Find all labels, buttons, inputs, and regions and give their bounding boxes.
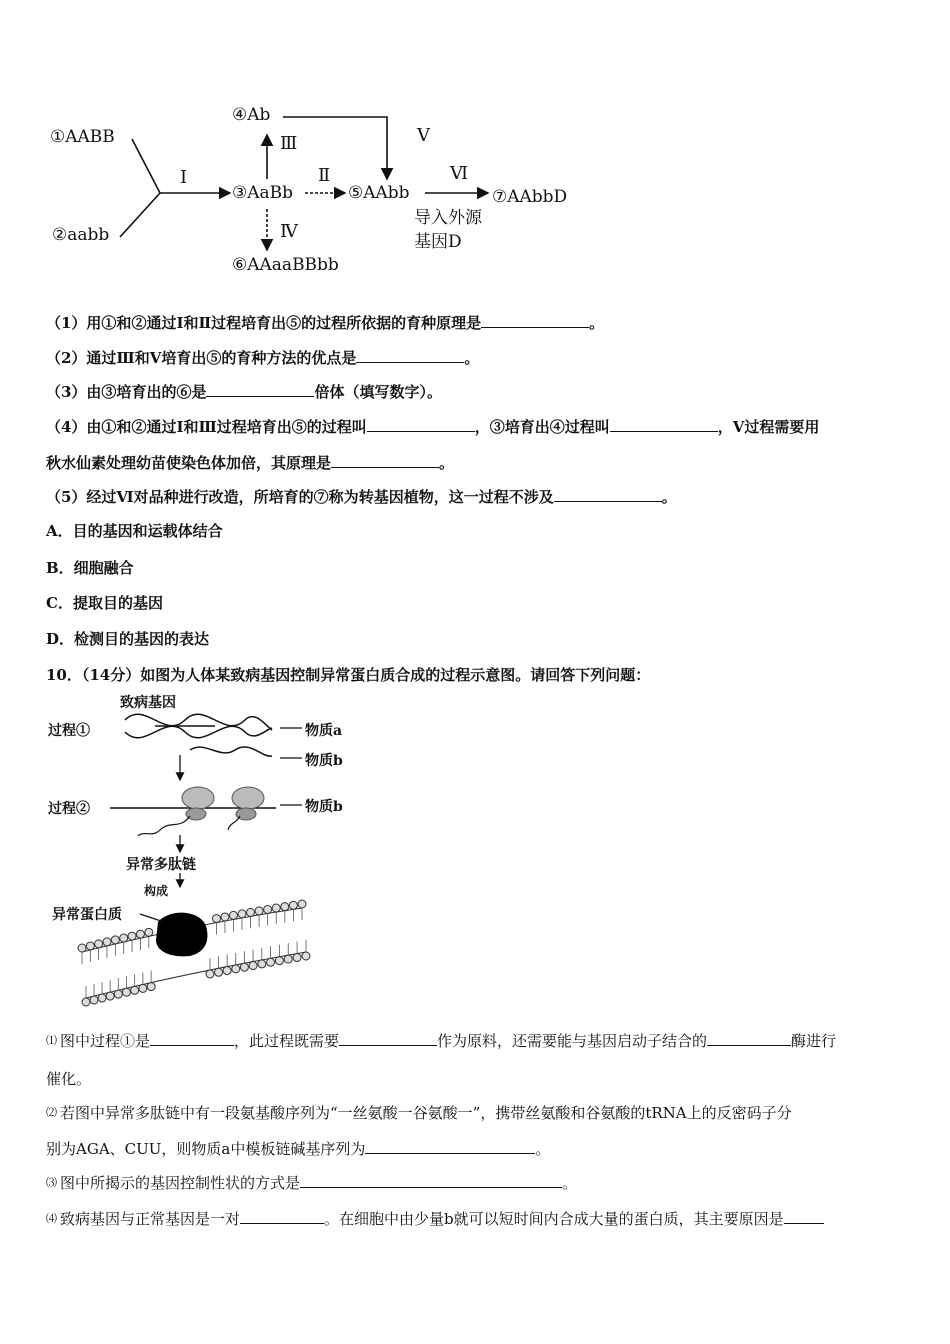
line-from-1 xyxy=(132,139,160,193)
gene-expression-diagram xyxy=(40,690,370,1010)
lipid-head xyxy=(106,992,114,1000)
lipid-head xyxy=(206,970,214,978)
q9-part3-end: 倍体（填写数字）。 xyxy=(314,383,442,401)
q10-sub4-text-a: 致病基因与正常基因是一对 xyxy=(60,1210,241,1228)
node-7: ⑦AAbbD xyxy=(492,187,568,207)
peptide-1 xyxy=(138,816,190,836)
q10-blank-7[interactable] xyxy=(784,1208,824,1224)
lipid-head xyxy=(212,915,220,923)
q9-blank-3[interactable] xyxy=(206,381,314,397)
note-line-2: 基因D xyxy=(414,232,462,252)
lipid-head xyxy=(232,965,240,973)
lipid-head xyxy=(95,940,103,948)
lipid-head xyxy=(90,996,98,1004)
ribosome-1-top xyxy=(182,787,214,809)
q10-sub3-text-b: 。 xyxy=(562,1174,578,1192)
lipid-head xyxy=(302,952,310,960)
q10-blank-6[interactable] xyxy=(240,1208,324,1224)
lipid-head xyxy=(98,994,106,1002)
chain-label: 异常多肽链 xyxy=(126,857,196,873)
step-IV: Ⅳ xyxy=(280,221,298,242)
q10-sub4-num: ⑷ xyxy=(46,1212,57,1225)
q10-sub1-cont: 催化。 xyxy=(46,1070,92,1088)
lipid-head xyxy=(229,911,237,919)
step-VI: Ⅵ xyxy=(450,163,469,184)
lipid-head xyxy=(122,988,130,996)
lipid-head xyxy=(275,957,283,965)
lipid-head xyxy=(128,932,136,940)
node-5: ⑤AAbb xyxy=(348,183,410,203)
lipid-head xyxy=(238,910,246,918)
q10-blank-2[interactable] xyxy=(339,1030,437,1046)
lipid-head xyxy=(289,901,297,909)
q10-sub4-text-b: 。在细胞中由少量b就可以短时间内合成大量的蛋白质，其主要原因是 xyxy=(324,1210,784,1228)
line-from-2 xyxy=(120,193,160,237)
q9-option-b[interactable]: B．细胞融合 xyxy=(46,559,134,577)
step-V: Ⅴ xyxy=(417,125,430,146)
arrow-V xyxy=(283,117,387,179)
q10-sub2-text-c: 。 xyxy=(535,1140,551,1158)
q10-sub2-text-a: 若图中异常多肽链中有一段氨基酸序列为“一丝氨酸一谷氨酸一”，携带丝氨酸和谷氨酸的tRNA上的反密码子分 xyxy=(60,1104,792,1122)
process-2-label: 过程② xyxy=(48,801,90,817)
abnormal-protein-shape xyxy=(156,913,207,957)
q9-part4-mid: ，③培育出④过程叫 xyxy=(474,418,610,436)
q9-part1-end: 。 xyxy=(589,314,605,332)
q10-sub1 xyxy=(46,1030,836,1051)
q9-blank-7[interactable] xyxy=(554,486,662,502)
lipid-head xyxy=(281,903,289,911)
lipid-head xyxy=(223,967,231,975)
node-3: ③AaBb xyxy=(232,183,294,203)
lipid-head xyxy=(215,968,223,976)
lipid-head xyxy=(267,958,275,966)
q9-part5-end: 。 xyxy=(661,488,677,506)
lipid-head xyxy=(221,913,229,921)
q10-sub1-text-d: 酶进行 xyxy=(791,1032,837,1050)
lipid-head xyxy=(284,955,292,963)
mrna-strand xyxy=(190,747,272,756)
q10-blank-5[interactable] xyxy=(300,1172,562,1188)
lipid-head xyxy=(139,984,147,992)
node-1: ①AABB xyxy=(50,127,115,147)
lipid-head xyxy=(293,954,301,962)
lipid-head xyxy=(147,983,155,991)
q9-blank-2[interactable] xyxy=(356,347,464,363)
constitute-label: 构成 xyxy=(144,884,169,898)
dna-strand-2 xyxy=(125,726,272,738)
lipid-head xyxy=(247,908,255,916)
lipid-head xyxy=(240,963,248,971)
q9-part3-text: （3）由③培育出的⑥是 xyxy=(46,383,207,401)
lipid-head xyxy=(264,905,272,913)
q9-part5 xyxy=(46,486,677,507)
q10-sub2-cont xyxy=(46,1138,550,1159)
q10-sub1-num: ⑴ xyxy=(46,1034,57,1047)
q9-blank-5[interactable] xyxy=(610,416,718,432)
q10-blank-3[interactable] xyxy=(707,1030,791,1046)
q9-part4 xyxy=(46,416,819,437)
substance-b-label-1: 物质b xyxy=(305,753,343,769)
q10-sub3-text-a: 图中所揭示的基因控制性状的方式是 xyxy=(60,1174,301,1192)
node-2: ②aabb xyxy=(52,225,110,245)
lipid-head xyxy=(82,998,90,1006)
substance-b-label-2: 物质b xyxy=(305,799,343,815)
step-III: Ⅲ xyxy=(280,133,298,154)
peptide-2 xyxy=(228,816,240,830)
q10-sub2-text-b: 别为AGA、CUU，则物质a中模板链碱基序列为 xyxy=(46,1140,366,1158)
lipid-head xyxy=(258,960,266,968)
lipid-head xyxy=(78,944,86,952)
q10-blank-1[interactable] xyxy=(150,1030,234,1046)
q10-sub1-text-a: 图中过程①是 xyxy=(60,1032,151,1050)
q10-sub4 xyxy=(46,1208,824,1229)
q9-part3 xyxy=(46,381,442,402)
lipid-head xyxy=(249,962,257,970)
lipid-head xyxy=(103,938,111,946)
node-6: ⑥AAaaBBbb xyxy=(232,255,339,275)
gene-label: 致病基因 xyxy=(120,695,176,711)
q9-option-a[interactable]: A．目的基因和运载体结合 xyxy=(46,522,223,540)
q9-part4-text: （4）由①和②通过Ⅰ和Ⅲ过程培育出⑤的过程叫 xyxy=(46,418,367,436)
q9-part2-end: 。 xyxy=(464,349,480,367)
lipid-head xyxy=(255,907,263,915)
q9-blank-1[interactable] xyxy=(481,312,589,328)
lipid-head xyxy=(298,900,306,908)
q10-sub2 xyxy=(46,1102,792,1123)
q9-part4-cont-text: 秋水仙素处理幼苗使染色体加倍，其原理是 xyxy=(46,454,332,472)
node-4: ④Ab xyxy=(232,105,271,125)
lipid-head xyxy=(120,934,128,942)
q10-sub3-num: ⑶ xyxy=(46,1176,57,1189)
lipid-head xyxy=(86,942,94,950)
protein-label-line xyxy=(140,914,164,922)
q9-part4-cont xyxy=(46,452,454,473)
ribosome-2-top xyxy=(232,787,264,809)
q9-part2 xyxy=(46,347,479,368)
q10-sub2-num: ⑵ xyxy=(46,1106,57,1119)
q10-sub1-text-b: ，此过程既需要 xyxy=(234,1032,340,1050)
q9-option-d[interactable]: D．检测目的基因的表达 xyxy=(46,630,210,648)
note-line-1: 导入外源 xyxy=(414,208,482,228)
q10-blank-4[interactable] xyxy=(365,1138,535,1154)
breeding-diagram xyxy=(40,95,600,285)
q9-blank-6[interactable] xyxy=(331,452,439,468)
q9-part5-text: （5）经过Ⅵ对品种进行改造，所培育的⑦称为转基因植物，这一过程不涉及 xyxy=(46,488,554,506)
q10-sub1-text-c: 作为原料，还需要能与基因启动子结合的 xyxy=(437,1032,708,1050)
dna-strand-1 xyxy=(125,714,272,730)
lipid-head xyxy=(272,904,280,912)
q10-sub3 xyxy=(46,1172,577,1193)
lipid-head xyxy=(111,936,119,944)
process-1-label: 过程① xyxy=(48,723,90,739)
q9-part1-text: （1）用①和②通过Ⅰ和Ⅱ过程培育出⑤的过程所依据的育种原理是 xyxy=(46,314,482,332)
lipid-head xyxy=(114,990,122,998)
step-I: Ⅰ xyxy=(180,167,188,188)
step-II: Ⅱ xyxy=(318,165,331,186)
lipid-head xyxy=(145,928,153,936)
q9-part4-tail: ，Ⅴ过程需要用 xyxy=(717,418,820,436)
q9-part1 xyxy=(46,312,604,333)
q9-option-c[interactable]: C．提取目的基因 xyxy=(46,594,163,612)
q9-blank-4[interactable] xyxy=(367,416,475,432)
lipid-head xyxy=(131,986,139,994)
protein-label: 异常蛋白质 xyxy=(52,907,122,923)
q9-part4-cont-end: 。 xyxy=(439,454,455,472)
q9-part2-text: （2）通过Ⅲ和Ⅴ培育出⑤的育种方法的优点是 xyxy=(46,349,357,367)
lipid-head xyxy=(136,930,144,938)
substance-a-label: 物质a xyxy=(305,723,343,739)
q10-header: 10．（14分）如图为人体某致病基因控制异常蛋白质合成的过程示意图。请回答下列问题： xyxy=(46,666,651,684)
